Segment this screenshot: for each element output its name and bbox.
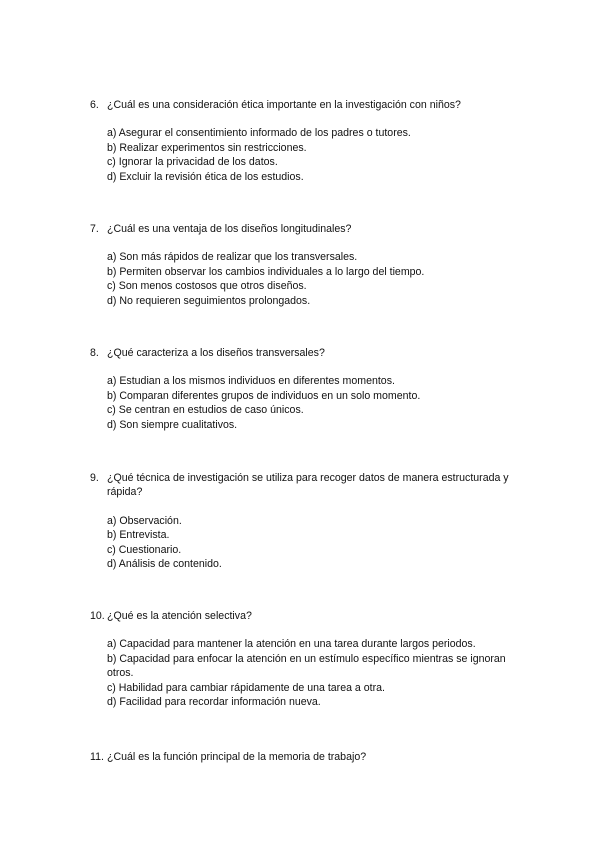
question-prompt bbox=[90, 750, 530, 764]
question-7 bbox=[90, 222, 530, 308]
question-prompt bbox=[90, 98, 530, 112]
option-d: d) Son siempre cualitativos. bbox=[107, 418, 238, 431]
question-10 bbox=[90, 609, 530, 709]
option-d: d) Análisis de contenido. bbox=[107, 558, 222, 571]
question-number: 7. bbox=[90, 223, 99, 235]
option-b: b) Capacidad para enfocar la atención en un estímulo específico mientras se ignoran otros. bbox=[107, 652, 506, 680]
question-text: ¿Qué técnica de investigación se utiliza para recoger datos de manera estructurada y rápida? bbox=[107, 472, 509, 499]
question-text: ¿Cuál es una consideración ética importante en la investigación con niños? bbox=[107, 99, 461, 111]
answer-options bbox=[90, 250, 530, 308]
answer-options bbox=[90, 637, 530, 709]
question-prompt bbox=[90, 609, 530, 623]
option-c: c) Se centran en estudios de caso únicos. bbox=[107, 404, 304, 417]
question-6 bbox=[90, 98, 530, 184]
answer-options bbox=[90, 126, 530, 184]
option-a: a) Son más rápidos de realizar que los transversales. bbox=[107, 251, 358, 264]
option-c: c) Son menos costosos que otros diseños. bbox=[107, 280, 307, 293]
question-text: ¿Qué caracteriza a los diseños transversales? bbox=[107, 347, 325, 359]
option-b: b) Comparan diferentes grupos de individuos en un solo momento. bbox=[107, 389, 421, 402]
question-text: ¿Cuál es la función principal de la memoria de trabajo? bbox=[107, 751, 367, 763]
question-prompt bbox=[90, 346, 530, 360]
option-a: a) Capacidad para mantener la atención en una tarea durante largos periodos. bbox=[107, 638, 476, 651]
option-b: b) Entrevista. bbox=[107, 529, 170, 542]
question-8 bbox=[90, 346, 530, 432]
option-a: a) Observación. bbox=[107, 514, 182, 527]
option-c: c) Cuestionario. bbox=[107, 543, 182, 556]
question-number: 10. bbox=[90, 610, 105, 622]
question-11 bbox=[90, 750, 530, 764]
option-d: d) Excluir la revisión ética de los estudios. bbox=[107, 170, 304, 183]
question-text: ¿Qué es la atención selectiva? bbox=[107, 610, 252, 622]
question-prompt bbox=[90, 471, 530, 500]
answer-options bbox=[90, 374, 530, 432]
option-d: d) No requieren seguimientos prolongados. bbox=[107, 294, 311, 307]
question-number: 9. bbox=[90, 472, 99, 484]
option-d: d) Facilidad para recordar información nueva. bbox=[107, 696, 321, 709]
answer-options bbox=[90, 514, 530, 572]
question-prompt bbox=[90, 222, 530, 236]
option-b: b) Permiten observar los cambios individuales a lo largo del tiempo. bbox=[107, 265, 425, 278]
option-a: a) Estudian a los mismos individuos en diferentes momentos. bbox=[107, 375, 395, 388]
question-number: 11. bbox=[90, 751, 104, 763]
option-c: c) Ignorar la privacidad de los datos. bbox=[107, 156, 278, 169]
question-number: 6. bbox=[90, 99, 99, 111]
question-9 bbox=[90, 471, 530, 571]
option-b: b) Realizar experimentos sin restricciones. bbox=[107, 141, 307, 154]
option-a: a) Asegurar el consentimiento informado de los padres o tutores. bbox=[107, 127, 411, 140]
question-number: 8. bbox=[90, 347, 99, 359]
option-c: c) Habilidad para cambiar rápidamente de una tarea a otra. bbox=[107, 681, 385, 694]
question-text: ¿Cuál es una ventaja de los diseños longitudinales? bbox=[107, 223, 352, 235]
